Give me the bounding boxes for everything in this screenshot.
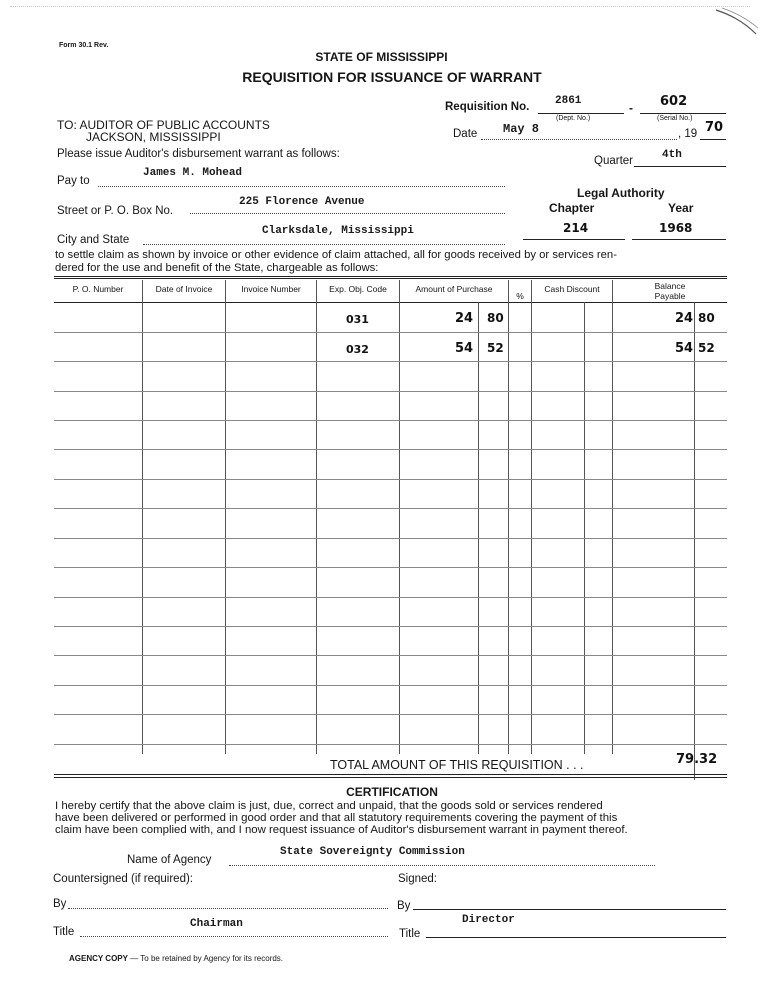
vline [316,280,317,754]
date-value: May 8 [503,122,540,136]
col-percent: % [516,291,524,301]
quarter-label: Quarter [594,155,633,167]
row-2-amount-dollars: 54 [455,341,474,356]
col-po: P. O. Number [72,284,124,294]
city-value: Clarksdale, Mississippi [262,225,414,237]
street-line [190,213,505,214]
vline [612,280,613,754]
dept-no-line [538,113,624,114]
vline [584,302,585,754]
pay-to-value: James M. Mohead [143,167,243,179]
state-title: STATE OF MISSISSIPPI [315,50,448,64]
year-line-legal [632,239,726,240]
vline [508,280,509,754]
by-line-right [413,909,726,910]
row-2-balance-dollars: 54 [675,341,694,356]
by-line-left [68,908,388,909]
vline [478,302,479,754]
dept-no-value: 2861 [555,95,582,107]
date-label: Date [453,128,478,140]
col-amount: Amount of Purchase [415,284,493,294]
to-line-2: JACKSON, MISSISSIPPI [86,130,221,144]
header-bottom-rule [54,302,727,303]
year-label: Year [668,201,694,215]
col-date: Date of Invoice [155,284,213,294]
row-1-amount-cents: 80 [487,311,504,325]
footer-text: — To be retained by Agency for its records. [127,954,284,963]
table-top-rule [54,276,727,277]
signed-label: Signed: [398,873,438,885]
chapter-label: Chapter [549,201,595,215]
table-row [54,744,727,745]
city-label: City and State [57,234,130,246]
city-line [143,244,505,245]
scan-corner-mark [714,6,760,38]
chapter-line [523,239,625,240]
col-cash-discount: Cash Discount [544,284,600,294]
table-row [54,391,727,392]
vline [531,280,532,754]
title-right-value: Director [462,914,515,926]
col-invoice: Invoice Number [241,284,301,294]
table-row [54,508,727,509]
title-line-left [80,936,388,937]
table-row [54,420,727,421]
street-value: 225 Florence Avenue [239,196,365,208]
total-rule [54,774,727,775]
date-year-prefix: , 19 [678,128,698,140]
settle-text-2: dered for the use and benefit of the State, chargeable as follows: [55,262,379,274]
by-label-right: By [397,900,411,912]
certification-line-3: claim have been complied with, and I now request issuance of Auditor's disbursement warrant in payment thereof. [55,824,628,836]
serial-no-value: 602 [660,94,688,109]
certification-line-1: I hereby certify that the above claim is just, due, correct and unpaid, that the goods sold or services rendered [55,800,603,812]
serial-no-line [640,113,726,114]
total-label: TOTAL AMOUNT OF THIS REQUISITION . . . [330,758,584,772]
date-year-value: 70 [705,120,724,135]
by-label-left: By [53,898,67,910]
row-2-code: 032 [346,343,369,356]
table-top-rule-2 [54,278,727,279]
title-line-right [426,937,726,938]
requisition-label: Requisition No. [445,101,530,113]
vline [694,302,695,780]
table-row [54,538,727,539]
pay-to-label: Pay to [57,175,90,187]
table-row [54,479,727,480]
settle-text-1: to settle claim as shown by invoice or other evidence of claim attached, all for goods received by or services ren- [55,249,617,261]
table-row [54,567,727,568]
total-rule-2 [54,777,727,778]
quarter-value: 4th [662,149,682,161]
title-left-value: Chairman [190,918,243,930]
title-label-left: Title [53,926,75,938]
scan-edge-mark [10,6,750,7]
agency-line [229,865,655,866]
table-row [54,685,727,686]
row-1-amount-dollars: 24 [455,311,474,326]
row-2-amount-cents: 52 [487,341,504,355]
table-row [54,449,727,450]
table-row [54,626,727,627]
vline [225,280,226,754]
title-label-right: Title [399,928,421,940]
table-row [54,332,727,333]
legal-authority-title: Legal Authority [577,186,665,200]
requisition-dash: - [629,101,633,115]
row-1-balance-cents: 80 [698,311,715,325]
certification-line-2: have been delivered or performed in good order and that all statutory requirements covering the payment of this [55,812,618,824]
total-value: 79.32 [676,752,718,767]
table-row [54,597,727,598]
to-line-1: TO: AUDITOR OF PUBLIC ACCOUNTS [57,118,270,132]
table-row [54,714,727,715]
date-line [481,139,677,140]
table-row [54,361,727,362]
col-balance: Balance Payable [654,281,686,301]
vline [142,280,143,754]
row-2-balance-cents: 52 [698,341,715,355]
form-number: Form 30.1 Rev. [59,42,109,49]
row-1-balance-dollars: 24 [675,311,694,326]
row-1-code: 031 [346,313,369,326]
year-line [700,139,726,140]
serial-caption: (Serial No.) [657,115,693,122]
dept-caption: (Dept. No.) [556,115,591,122]
instruction-text: Please issue Auditor's disbursement warrant as follows: [57,148,340,160]
col-exp-code: Exp. Obj. Code [329,284,387,294]
form-title: REQUISITION FOR ISSUANCE OF WARRANT [242,69,542,85]
pay-to-line [98,186,505,187]
agency-value: State Sovereignty Commission [280,846,465,858]
street-label: Street or P. O. Box No. [57,205,174,217]
vline [399,280,400,754]
table-row [54,655,727,656]
footer-note [69,954,283,963]
year-value: 1968 [659,221,693,235]
countersigned-label: Countersigned (if required): [53,873,193,885]
certification-title: CERTIFICATION [346,785,438,799]
quarter-line [634,166,726,167]
agency-label: Name of Agency [127,854,212,866]
footer-bold: AGENCY COPY [69,954,128,963]
chapter-value: 214 [563,221,589,235]
